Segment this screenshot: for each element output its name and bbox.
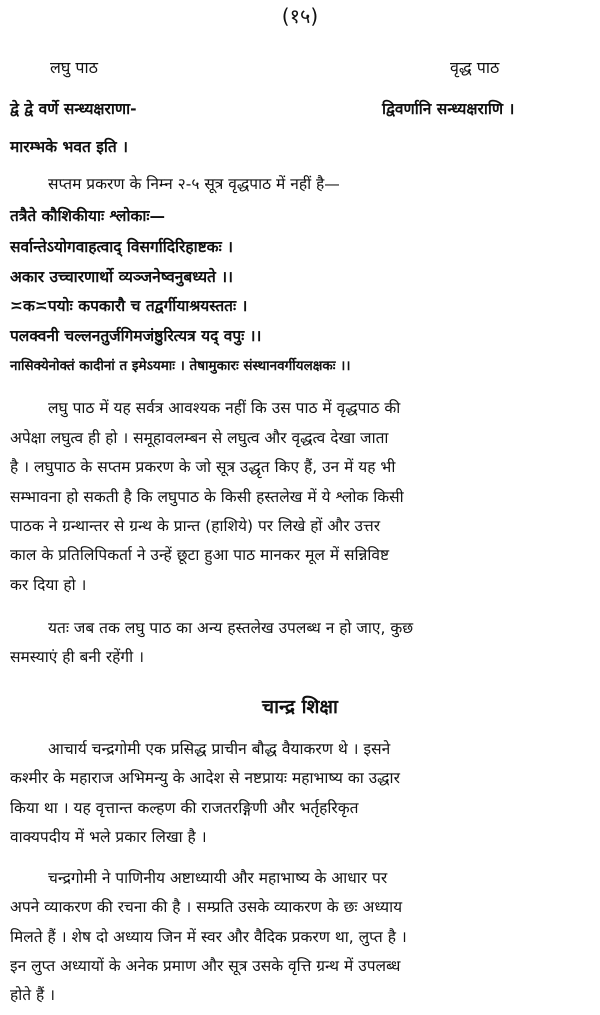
paragraph-line: होते हैं । — [10, 986, 56, 1004]
page-number: (१५) — [281, 4, 319, 28]
paragraph-line: वाक्यपदीय में भले प्रकार लिखा है । — [10, 828, 207, 846]
paragraph-line: है । लघुपाठ के सप्तम प्रकरण के जो सूत्र उद्धृत किए हैं, उन में यह भी — [10, 458, 396, 476]
verse-line: सर्वान्तेऽयोगवाहत्वाद् विसर्गादिरिहाष्टकः । — [10, 238, 233, 256]
paragraph-line: अपेक्षा लघुत्व ही हो । समूहावलम्बन से लघुत्व और वृद्धत्व देखा जाता — [10, 429, 389, 447]
paragraph-line: कर दिया हो । — [10, 576, 87, 594]
paragraph-line: काल के प्रतिलिपिकर्ता ने उन्हें छूटा हुआ पाठ मानकर मूल में सन्निविष्ट — [10, 546, 390, 564]
intro-line: सप्तम प्रकरण के निम्न २-५ सूत्र वृद्धपाठ में नहीं है— — [48, 175, 340, 193]
paragraph-line: लघु पाठ में यह सर्वत्र आवश्यक नहीं कि उस पाठ में वृद्धपाठ की — [48, 399, 401, 417]
left-column-text — [10, 90, 137, 166]
paragraph-line: कश्मीर के महाराज अभिमन्यु के आदेश से नष्टप्रायः महाभाष्य का उद्धार — [10, 769, 400, 787]
paragraph-line: यतः जब तक लघु पाठ का अन्य हस्तलेख उपलब्ध न हो जाए, कुछ — [48, 619, 414, 637]
paragraph-line: आचार्य चन्द्रगोमी एक प्रसिद्ध प्राचीन बौद्ध वैयाकरण थे । इसने — [48, 740, 391, 758]
paragraph-line: किया था । यह वृत्तान्त कल्हण की राजतरङ्गिणी और भर्तृहरिकृत — [10, 799, 359, 817]
paragraph-line: पाठक ने ग्रन्थान्तर से ग्रन्थ के प्रान्त (हाशिये) पर लिखे हों और उत्तर — [10, 517, 381, 535]
verse-line: पलक्वनी चल्लनतुर्जगिमजंष्ठुरित्यत्र यद् वपुः ।। — [10, 327, 262, 345]
heading-vriddha-path: वृद्ध पाठ — [450, 58, 500, 77]
paragraph-line: सम्भावना हो सकती है कि लघुपाठ के किसी हस्तलेख में ये श्लोक किसी — [10, 488, 404, 506]
left-column-line: द्वे द्वे वर्णे सन्ध्यक्षराणा- — [10, 100, 137, 118]
right-column-text — [382, 90, 514, 128]
paragraph-line: चन्द्रगोमी ने पाणिनीय अष्टाध्यायी और महाभाष्य के आधार पर — [48, 869, 388, 887]
left-column-line: मारम्भके भवत इति । — [10, 138, 128, 156]
section-title: चान्द्र शिक्षा — [262, 696, 338, 718]
paragraph-line: अपने व्याकरण की रचना की है । सम्प्रति उसके व्याकरण के छः अध्याय — [10, 898, 403, 916]
heading-laghu-path: लघु पाठ — [50, 58, 98, 77]
verse-line: अकार उच्चारणार्थो व्यञ्जनेष्वनुबध्यते ।। — [10, 268, 234, 286]
verse-line: ≍क≍पयोः कपकारौ च तद्वर्गीयाश्रयस्ततः । — [10, 297, 248, 315]
paragraph-line: मिलते हैं । शेष दो अध्याय जिन में स्वर और वैदिक प्रकरण था, लुप्त है । — [10, 928, 407, 946]
right-column-line: द्विवर्णानि सन्ध्यक्षराणि । — [382, 100, 515, 118]
verse-line: नासिक्येनोक्तं कादीनां त इमेऽयमाः । तेषामुकारः संस्थानवर्गीयलक्षकः ।। — [10, 358, 351, 374]
paragraph-line: समस्याएं ही बनी रहेंगी । — [10, 648, 144, 666]
paragraph-line: इन लुप्त अध्यायों के अनेक प्रमाण और सूत्र उसके वृत्ति ग्रन्थ में उपलब्ध — [10, 957, 401, 975]
verse-line: तत्रैते कौशिकीयाः श्लोकाः— — [10, 207, 166, 225]
